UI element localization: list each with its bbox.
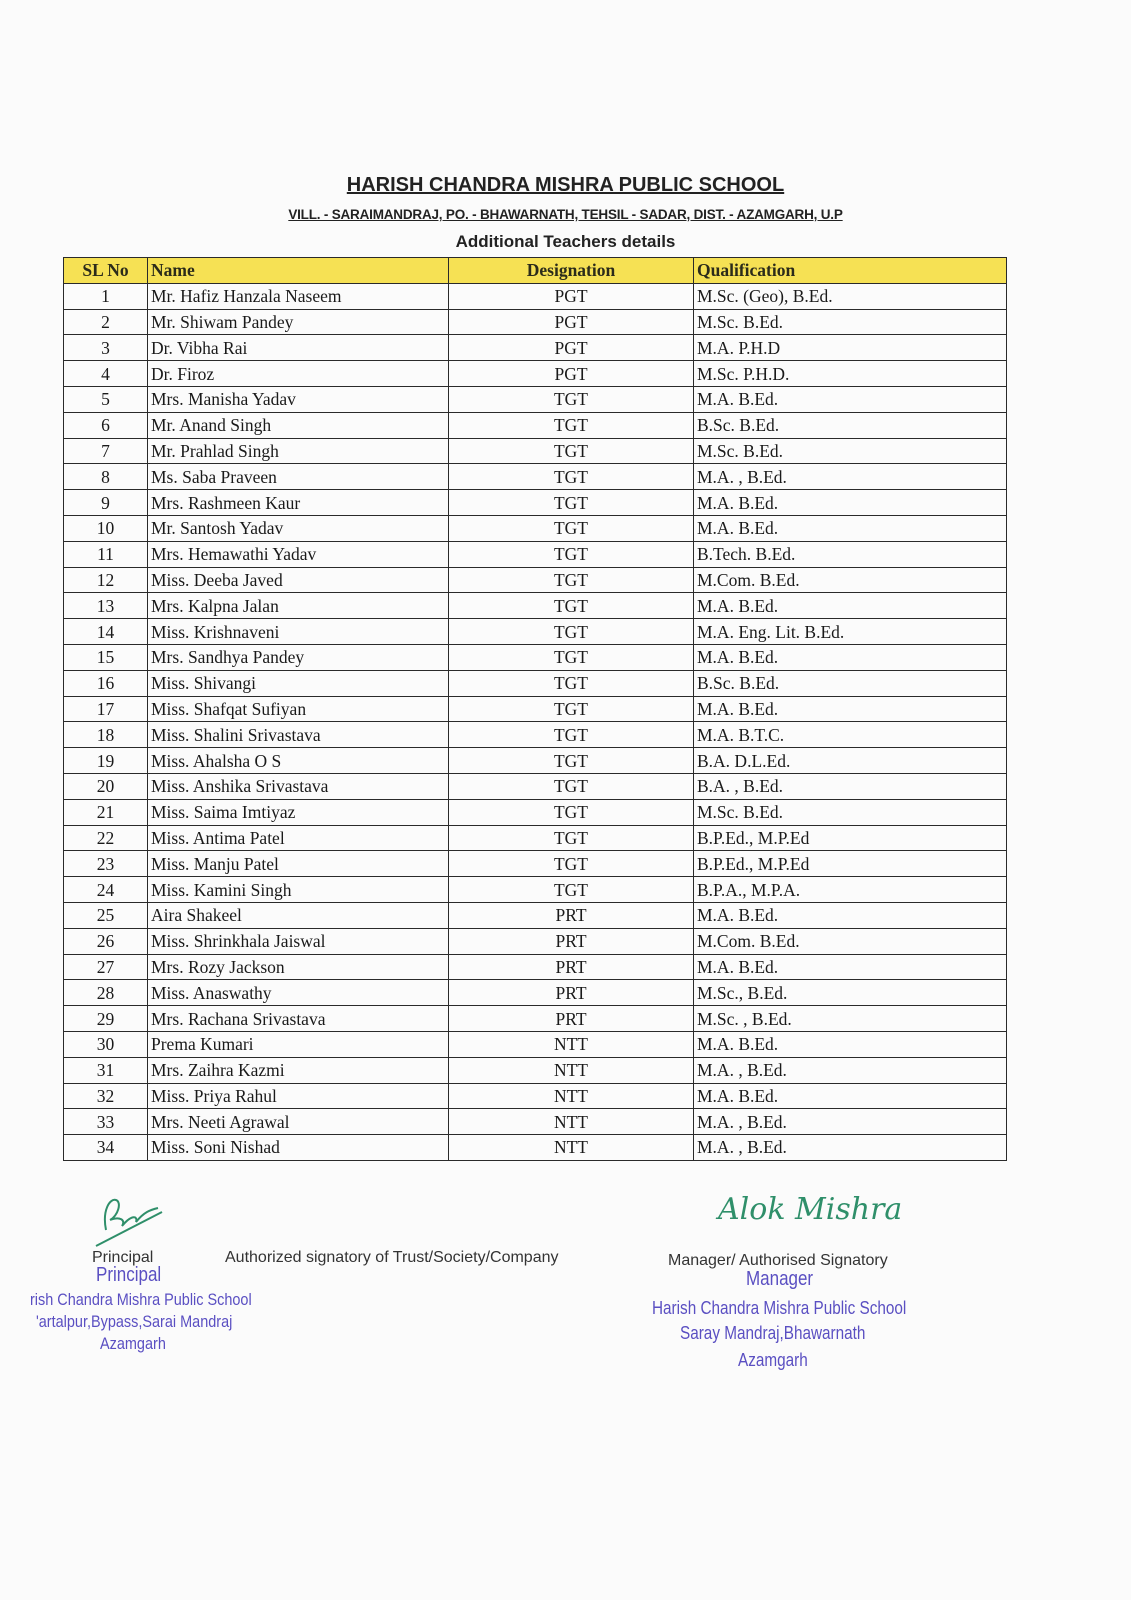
manager-stamp-line: Azamgarh <box>738 1350 808 1370</box>
cell-qualification: B.Sc. B.Ed. <box>694 670 1007 696</box>
principal-stamp-line: Azamgarh <box>100 1334 166 1353</box>
cell-qualification: M.A. P.H.D <box>694 335 1007 361</box>
cell-sl-no: 21 <box>64 799 148 825</box>
cell-sl-no: 18 <box>64 722 148 748</box>
table-row <box>64 851 1007 877</box>
cell-name: Miss. Soni Nishad <box>148 1135 449 1161</box>
cell-sl-no: 5 <box>64 386 148 412</box>
cell-name: Mr. Prahlad Singh <box>148 438 449 464</box>
cell-qualification: M.A. , B.Ed. <box>694 1109 1007 1135</box>
cell-sl-no: 30 <box>64 1031 148 1057</box>
cell-name: Miss. Priya Rahul <box>148 1083 449 1109</box>
cell-name: Miss. Kamini Singh <box>148 877 449 903</box>
cell-qualification: B.Tech. B.Ed. <box>694 541 1007 567</box>
table-row <box>64 567 1007 593</box>
cell-qualification: M.A. B.Ed. <box>694 1031 1007 1057</box>
cell-qualification: M.Sc. B.Ed. <box>694 309 1007 335</box>
cell-designation: PGT <box>449 283 694 309</box>
table-row <box>64 490 1007 516</box>
table-row <box>64 696 1007 722</box>
cell-designation: TGT <box>449 825 694 851</box>
table-row <box>64 954 1007 980</box>
cell-qualification: B.A. D.L.Ed. <box>694 748 1007 774</box>
column-header-qualification: Qualification <box>694 258 1007 284</box>
cell-designation: TGT <box>449 464 694 490</box>
cell-designation: PRT <box>449 1006 694 1032</box>
cell-name: Mr. Hafiz Hanzala Naseem <box>148 283 449 309</box>
cell-qualification: B.P.Ed., M.P.Ed <box>694 851 1007 877</box>
principal-stamp-title: Principal <box>96 1264 162 1286</box>
cell-qualification: M.Sc., B.Ed. <box>694 980 1007 1006</box>
cell-designation: TGT <box>449 386 694 412</box>
cell-name: Prema Kumari <box>148 1031 449 1057</box>
cell-designation: TGT <box>449 567 694 593</box>
cell-sl-no: 3 <box>64 335 148 361</box>
cell-designation: NTT <box>449 1031 694 1057</box>
table-row <box>64 515 1007 541</box>
cell-sl-no: 9 <box>64 490 148 516</box>
cell-name: Miss. Shrinkhala Jaiswal <box>148 928 449 954</box>
cell-sl-no: 2 <box>64 309 148 335</box>
cell-name: Mrs. Kalpna Jalan <box>148 593 449 619</box>
cell-sl-no: 34 <box>64 1135 148 1161</box>
trust-signatory-label: Authorized signatory of Trust/Society/Company <box>225 1249 559 1266</box>
table-header-row <box>64 258 1007 284</box>
cell-qualification: M.A. B.Ed. <box>694 1083 1007 1109</box>
cell-name: Mrs. Hemawathi Yadav <box>148 541 449 567</box>
table-row <box>64 593 1007 619</box>
school-address: VILL. - SARAIMANDRAJ, PO. - BHAWARNATH, TEHSIL - SADAR, DIST. - AZAMGARH, U.P <box>288 207 843 222</box>
table-row <box>64 335 1007 361</box>
cell-name: Aira Shakeel <box>148 902 449 928</box>
cell-sl-no: 33 <box>64 1109 148 1135</box>
manager-stamp-line: Saray Mandraj,Bhawarnath <box>680 1323 866 1343</box>
cell-sl-no: 24 <box>64 877 148 903</box>
cell-name: Mrs. Rachana Srivastava <box>148 1006 449 1032</box>
cell-sl-no: 19 <box>64 748 148 774</box>
manager-signature: Alok Mishra <box>718 1192 903 1227</box>
cell-sl-no: 12 <box>64 567 148 593</box>
cell-name: Miss. Shafqat Sufiyan <box>148 696 449 722</box>
table-row <box>64 412 1007 438</box>
table-row <box>64 644 1007 670</box>
cell-name: Mrs. Neeti Agrawal <box>148 1109 449 1135</box>
cell-sl-no: 14 <box>64 619 148 645</box>
cell-designation: TGT <box>449 851 694 877</box>
cell-sl-no: 25 <box>64 902 148 928</box>
table-row <box>64 438 1007 464</box>
cell-qualification: M.A. B.Ed. <box>694 593 1007 619</box>
table-row <box>64 748 1007 774</box>
cell-designation: TGT <box>449 412 694 438</box>
table-row <box>64 541 1007 567</box>
table-row <box>64 464 1007 490</box>
cell-qualification: M.A. B.Ed. <box>694 515 1007 541</box>
cell-name: Miss. Antima Patel <box>148 825 449 851</box>
cell-sl-no: 6 <box>64 412 148 438</box>
cell-designation: NTT <box>449 1135 694 1161</box>
cell-name: Miss. Deeba Javed <box>148 567 449 593</box>
column-header-sl-no: SL No <box>64 258 148 284</box>
cell-designation: NTT <box>449 1109 694 1135</box>
cell-designation: TGT <box>449 593 694 619</box>
principal-stamp-line: 'artalpur,Bypass,Sarai Mandraj <box>36 1312 233 1331</box>
cell-name: Mrs. Zaihra Kazmi <box>148 1057 449 1083</box>
cell-qualification: M.A. B.Ed. <box>694 644 1007 670</box>
cell-qualification: M.A. B.Ed. <box>694 954 1007 980</box>
cell-qualification: M.A. , B.Ed. <box>694 464 1007 490</box>
cell-sl-no: 16 <box>64 670 148 696</box>
cell-name: Dr. Firoz <box>148 361 449 387</box>
cell-name: Miss. Shivangi <box>148 670 449 696</box>
table-row <box>64 902 1007 928</box>
school-name: HARISH CHANDRA MISHRA PUBLIC SCHOOL <box>346 174 785 196</box>
cell-qualification: B.P.Ed., M.P.Ed <box>694 825 1007 851</box>
table-row <box>64 928 1007 954</box>
cell-name: Mr. Anand Singh <box>148 412 449 438</box>
table-row <box>64 1057 1007 1083</box>
cell-qualification: M.Sc. B.Ed. <box>694 799 1007 825</box>
cell-name: Dr. Vibha Rai <box>148 335 449 361</box>
cell-sl-no: 7 <box>64 438 148 464</box>
cell-name: Miss. Ahalsha O S <box>148 748 449 774</box>
table-row <box>64 1083 1007 1109</box>
cell-name: Mrs. Manisha Yadav <box>148 386 449 412</box>
cell-sl-no: 20 <box>64 773 148 799</box>
manager-label: Manager/ Authorised Signatory <box>668 1252 888 1269</box>
table-row <box>64 773 1007 799</box>
cell-name: Miss. Krishnaveni <box>148 619 449 645</box>
table-row <box>64 619 1007 645</box>
cell-name: Mrs. Sandhya Pandey <box>148 644 449 670</box>
cell-name: Mr. Shiwam Pandey <box>148 309 449 335</box>
cell-sl-no: 23 <box>64 851 148 877</box>
cell-sl-no: 27 <box>64 954 148 980</box>
cell-sl-no: 17 <box>64 696 148 722</box>
table-row <box>64 386 1007 412</box>
cell-qualification: M.A. , B.Ed. <box>694 1135 1007 1161</box>
teachers-table <box>63 257 1007 1161</box>
cell-designation: TGT <box>449 748 694 774</box>
cell-qualification: M.Com. B.Ed. <box>694 567 1007 593</box>
cell-qualification: M.A. B.Ed. <box>694 386 1007 412</box>
cell-designation: TGT <box>449 619 694 645</box>
column-header-name: Name <box>148 258 449 284</box>
cell-name: Miss. Anaswathy <box>148 980 449 1006</box>
cell-qualification: M.A. Eng. Lit. B.Ed. <box>694 619 1007 645</box>
cell-sl-no: 31 <box>64 1057 148 1083</box>
table-row <box>64 1109 1007 1135</box>
cell-qualification: M.A. B.Ed. <box>694 696 1007 722</box>
cell-designation: TGT <box>449 773 694 799</box>
principal-label: Principal <box>92 1249 154 1266</box>
cell-qualification: M.A. B.T.C. <box>694 722 1007 748</box>
table-row <box>64 799 1007 825</box>
cell-sl-no: 1 <box>64 283 148 309</box>
cell-designation: TGT <box>449 490 694 516</box>
cell-sl-no: 10 <box>64 515 148 541</box>
cell-name: Miss. Manju Patel <box>148 851 449 877</box>
cell-qualification: M.Com. B.Ed. <box>694 928 1007 954</box>
cell-name: Ms. Saba Praveen <box>148 464 449 490</box>
cell-designation: NTT <box>449 1083 694 1109</box>
cell-qualification: M.Sc. , B.Ed. <box>694 1006 1007 1032</box>
cell-designation: PRT <box>449 980 694 1006</box>
cell-sl-no: 13 <box>64 593 148 619</box>
cell-designation: TGT <box>449 722 694 748</box>
cell-sl-no: 4 <box>64 361 148 387</box>
cell-qualification: M.A. B.Ed. <box>694 490 1007 516</box>
cell-sl-no: 26 <box>64 928 148 954</box>
cell-name: Mrs. Rashmeen Kaur <box>148 490 449 516</box>
cell-designation: PGT <box>449 309 694 335</box>
cell-qualification: B.Sc. B.Ed. <box>694 412 1007 438</box>
table-row <box>64 283 1007 309</box>
table-row <box>64 1031 1007 1057</box>
cell-name: Miss. Anshika Srivastava <box>148 773 449 799</box>
cell-designation: TGT <box>449 644 694 670</box>
cell-sl-no: 8 <box>64 464 148 490</box>
principal-signature <box>92 1190 172 1250</box>
cell-qualification: M.Sc. B.Ed. <box>694 438 1007 464</box>
cell-sl-no: 29 <box>64 1006 148 1032</box>
cell-qualification: B.A. , B.Ed. <box>694 773 1007 799</box>
document-subtitle: Additional Teachers details <box>455 232 676 251</box>
manager-stamp-title: Manager <box>746 1268 814 1290</box>
table-row <box>64 877 1007 903</box>
column-header-designation: Designation <box>449 258 694 284</box>
table-row <box>64 309 1007 335</box>
cell-designation: TGT <box>449 799 694 825</box>
cell-sl-no: 15 <box>64 644 148 670</box>
cell-designation: TGT <box>449 670 694 696</box>
cell-qualification: M.Sc. P.H.D. <box>694 361 1007 387</box>
cell-sl-no: 22 <box>64 825 148 851</box>
manager-stamp-line: Harish Chandra Mishra Public School <box>652 1298 907 1318</box>
cell-qualification: M.A. B.Ed. <box>694 902 1007 928</box>
table-row <box>64 361 1007 387</box>
cell-designation: TGT <box>449 877 694 903</box>
cell-name: Mr. Santosh Yadav <box>148 515 449 541</box>
cell-designation: TGT <box>449 696 694 722</box>
table-row <box>64 1135 1007 1161</box>
cell-qualification: M.A. , B.Ed. <box>694 1057 1007 1083</box>
cell-designation: PGT <box>449 335 694 361</box>
cell-designation: TGT <box>449 438 694 464</box>
table-row <box>64 670 1007 696</box>
cell-sl-no: 11 <box>64 541 148 567</box>
cell-designation: PRT <box>449 954 694 980</box>
cell-designation: TGT <box>449 515 694 541</box>
cell-sl-no: 28 <box>64 980 148 1006</box>
table-row <box>64 1006 1007 1032</box>
cell-designation: NTT <box>449 1057 694 1083</box>
cell-name: Miss. Shalini Srivastava <box>148 722 449 748</box>
table-row <box>64 722 1007 748</box>
cell-name: Miss. Saima Imtiyaz <box>148 799 449 825</box>
cell-designation: PRT <box>449 902 694 928</box>
table-row <box>64 825 1007 851</box>
cell-qualification: M.Sc. (Geo), B.Ed. <box>694 283 1007 309</box>
principal-stamp-line: rish Chandra Mishra Public School <box>30 1290 252 1309</box>
table-row <box>64 980 1007 1006</box>
cell-designation: PGT <box>449 361 694 387</box>
cell-name: Mrs. Rozy Jackson <box>148 954 449 980</box>
cell-designation: PRT <box>449 928 694 954</box>
cell-qualification: B.P.A., M.P.A. <box>694 877 1007 903</box>
cell-designation: TGT <box>449 541 694 567</box>
cell-sl-no: 32 <box>64 1083 148 1109</box>
